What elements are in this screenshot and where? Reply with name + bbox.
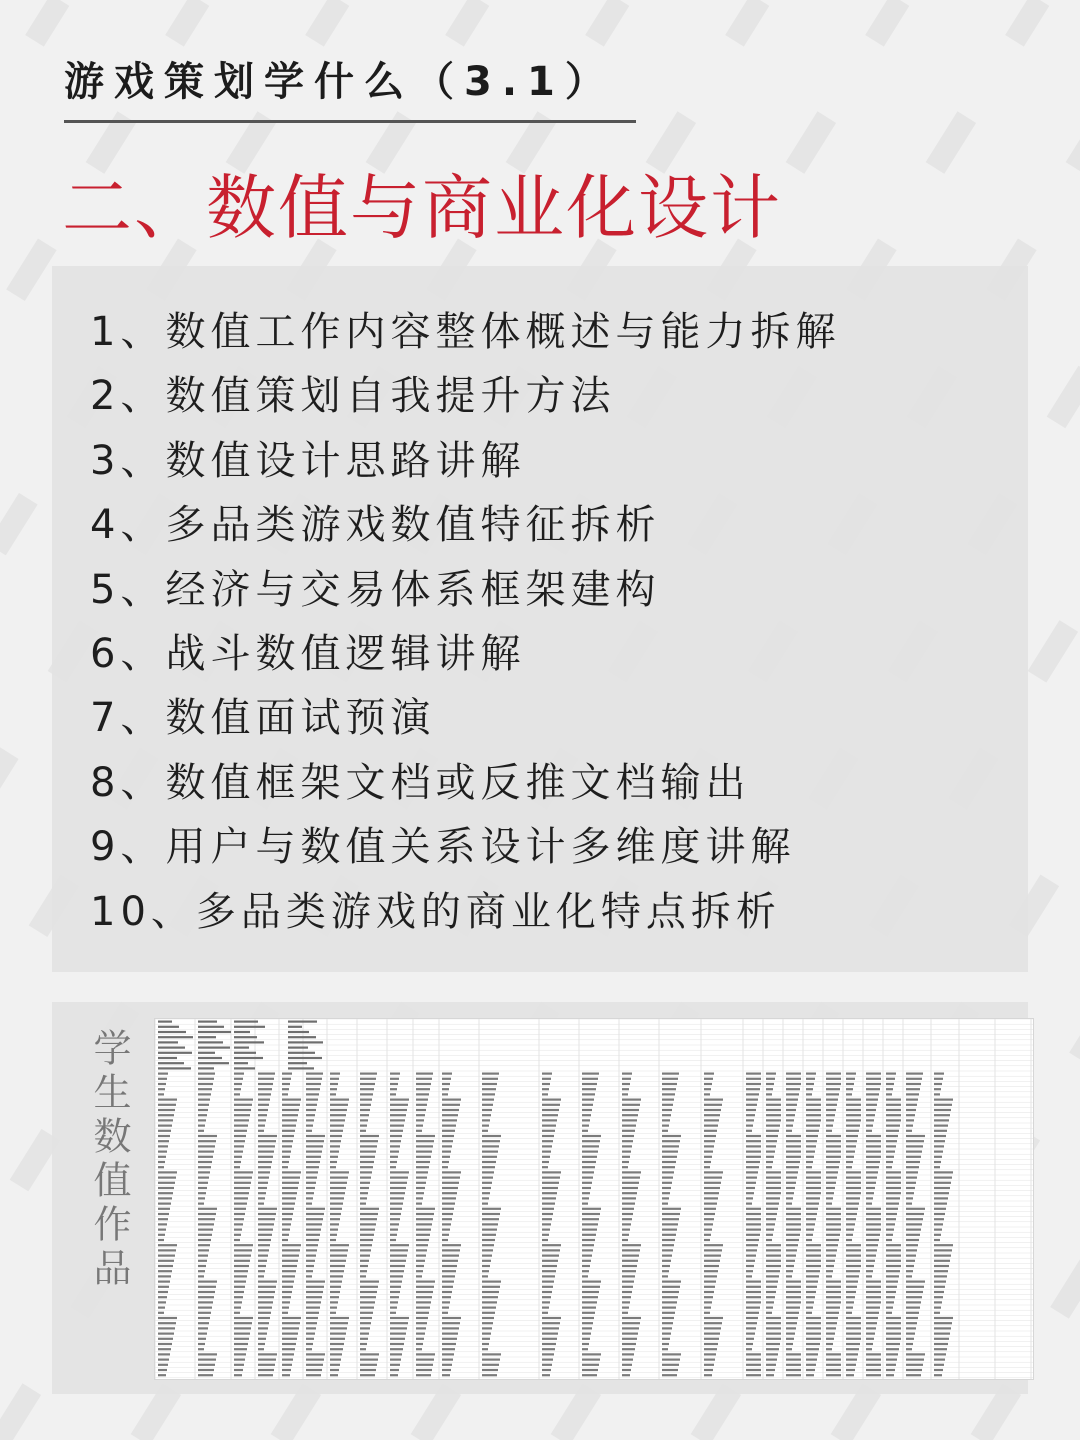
topic-item: 2、数值策划自我提升方法 — [90, 373, 616, 420]
topic-item: 10、多品类游戏的商业化特点拆析 — [90, 888, 781, 935]
topic-list — [90, 300, 840, 944]
topic-item: 5、经济与交易体系框架建构 — [90, 566, 661, 613]
student-works-label: 学生数值作品 — [87, 1028, 131, 1292]
page-title: 游戏策划学什么（3.1） — [64, 59, 615, 105]
spreadsheet-screenshot — [154, 1018, 1034, 1380]
student-works-panel — [52, 1002, 1028, 1394]
section-heading: 二、数值与商业化设计 — [62, 167, 782, 249]
topic-item: 7、数值面试预演 — [90, 695, 436, 742]
topic-item: 3、数值设计思路讲解 — [90, 437, 526, 484]
topic-item: 4、多品类游戏数值特征拆析 — [90, 502, 661, 549]
topics-panel — [52, 266, 1028, 972]
topic-item: 9、用户与数值关系设计多维度讲解 — [90, 824, 796, 871]
topic-item: 8、数值框架文档或反推文档输出 — [90, 759, 751, 806]
spreadsheet-thumbnail-icon — [155, 1019, 1033, 1379]
title-underline — [64, 120, 636, 123]
watermark-stroke — [0, 0, 60, 1440]
topic-item: 6、战斗数值逻辑讲解 — [90, 630, 526, 677]
topic-item: 1、数值工作内容整体概述与能力拆解 — [90, 309, 841, 355]
